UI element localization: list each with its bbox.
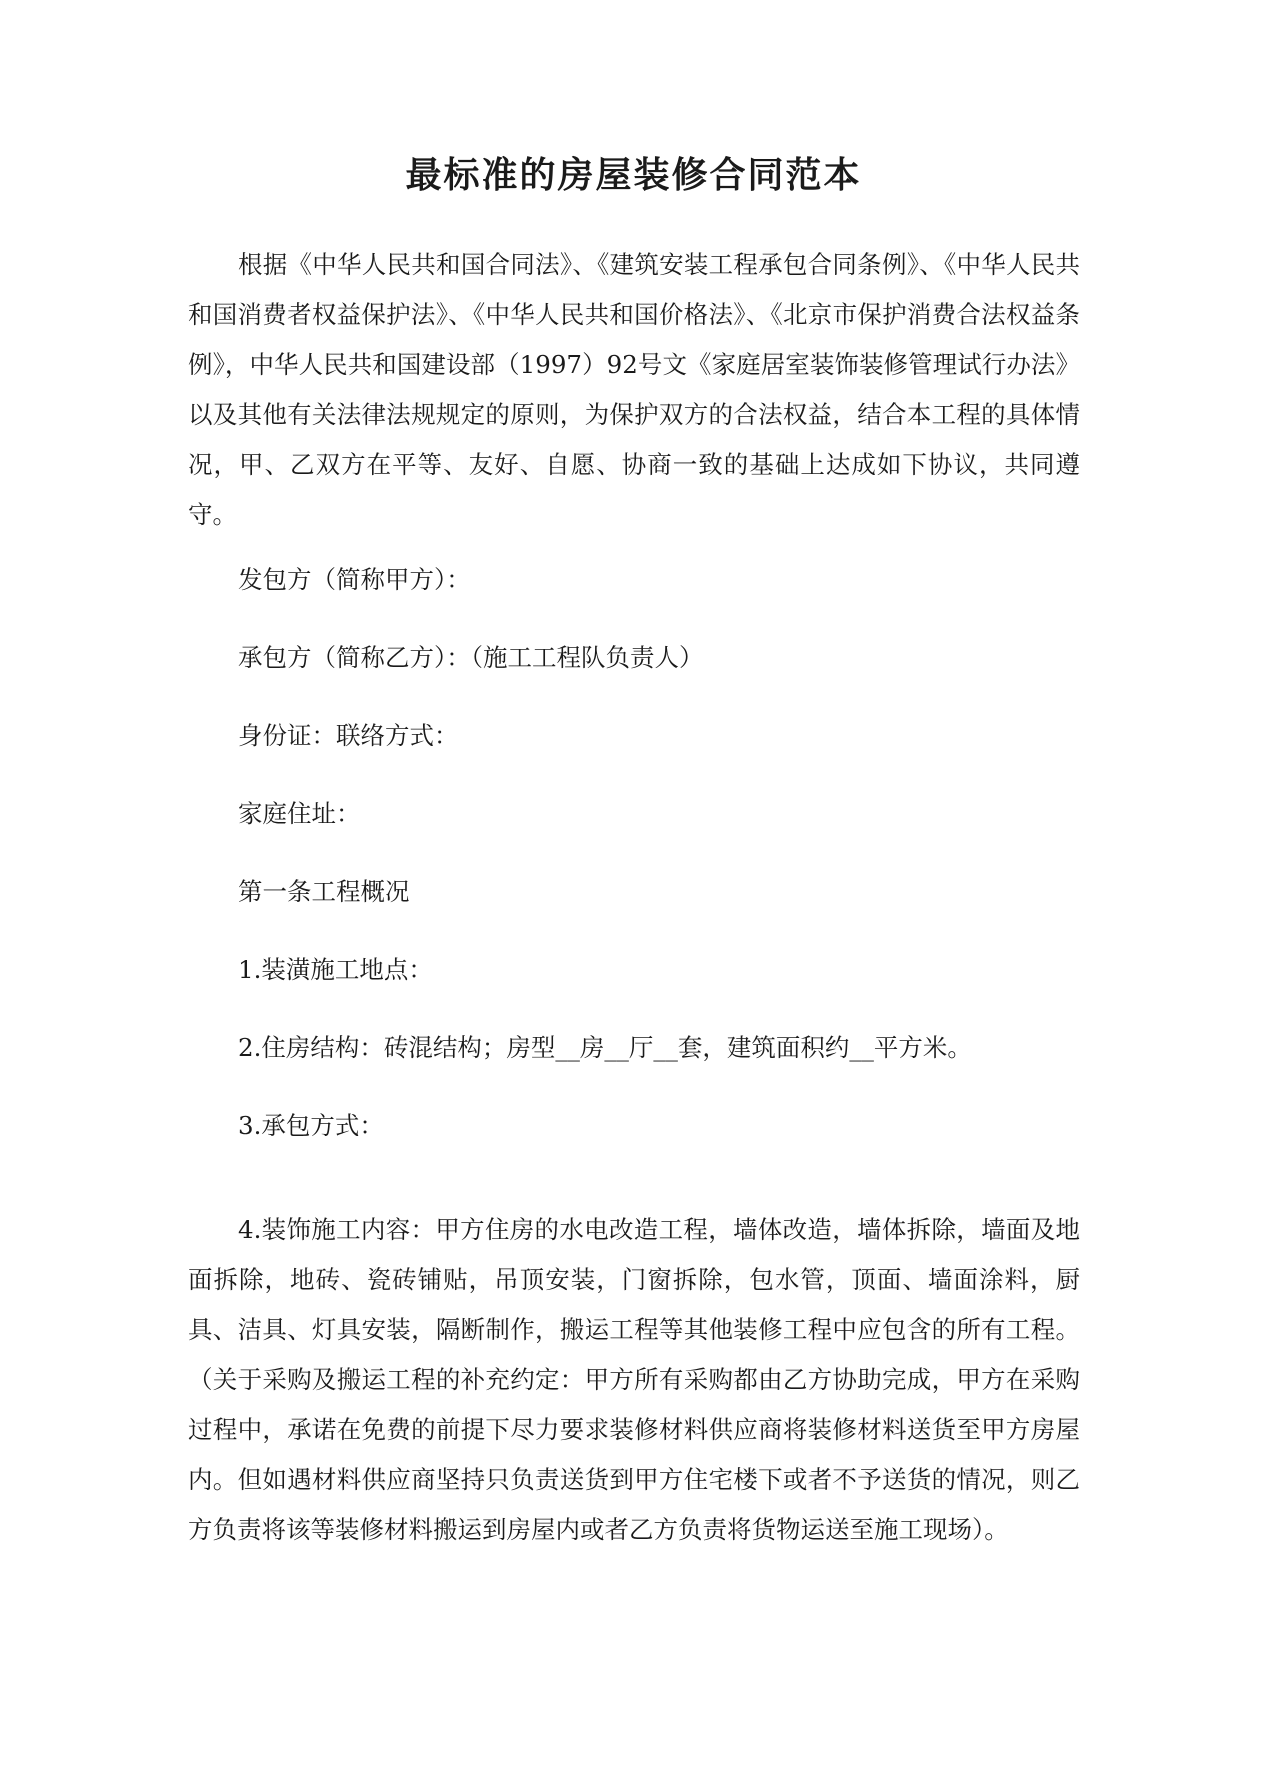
item-3: 3.承包方式： bbox=[238, 1111, 384, 1140]
item-1: 1.装潢施工地点： bbox=[238, 955, 433, 984]
party-a-line: 发包方（简称甲方）： bbox=[238, 565, 471, 594]
id-contact-line: 身份证：联络方式： bbox=[238, 721, 459, 750]
item-2: 2.住房结构：砖混结构；房型__房__厅__套，建筑面积约__平方米。 bbox=[238, 1033, 972, 1062]
item-4-paragraph: 4.装饰施工内容：甲方住房的水电改造工程，墙体改造，墙体拆除，墙面及地面拆除，地砖、瓷砖铺贴，吊顶安装，门窗拆除，包水管，顶面、墙面涂料，厨具、洁具、灯具安装，隔断制作，搬运工程等其他装修工程中应包含的所有工程。（关于采购及搬运工程的补充约定：甲方所有采购都由乙方协助完成，甲方在采购过程中，承诺在免费的前提下尽力要求装修材料供应商将装修材料送货至甲方房屋内。但如遇材料供应商坚持只负责送货到甲方住宅楼下或者不予送货的情况，则乙方负责将该等装修材料搬运到房屋内或者乙方负责将货物运送至施工现场）。 bbox=[188, 1215, 1080, 1544]
intro-paragraph: 根据《中华人民共和国合同法》、《建筑安装工程承包合同条例》、《中华人民共和国消费者权益保护法》、《中华人民共和国价格法》、《北京市保护消费合法权益条例》，中华人民共和国建设部（1997）92号文《家庭居室装饰装修管理试行办法》以及其他有关法律法规规定的原则，为保护双方的合法权益，结合本工程的具体情况，甲、乙双方在平等、友好、自愿、协商一致的基础上达成如下协议，共同遵守。 bbox=[188, 250, 1080, 529]
document-title: 最标准的房屋装修合同范本 bbox=[405, 154, 862, 196]
party-b-line: 承包方（简称乙方）：（施工工程队负责人） bbox=[238, 643, 704, 672]
address-line: 家庭住址： bbox=[238, 799, 361, 828]
article1-title: 第一条工程概况 bbox=[238, 877, 410, 906]
